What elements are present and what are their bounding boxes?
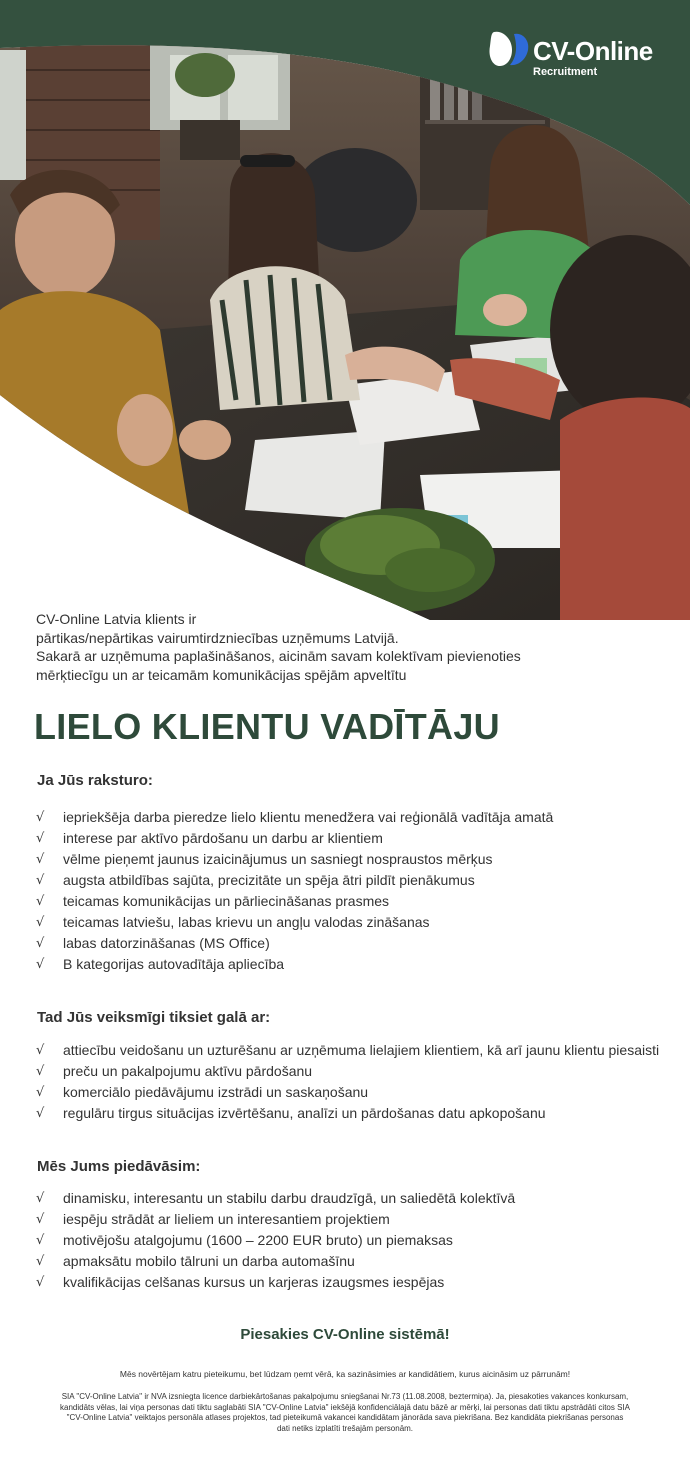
check-icon: √ [36,1233,45,1248]
brand-tagline: Recruitment [533,66,598,78]
check-icon: √ [36,1254,45,1269]
check-icon: √ [36,810,45,825]
check-icon: √ [36,873,45,888]
legal-disclaimer: SIA "CV-Online Latvia" ir NVA izsniegta licence darbiekārtošanas pakalpojumu sniegšanai Nr.73 (11.08.2008, beztermiņa). Ja, piesakoties vakances konkursam, kandidāts vēlas, lai viņa personas dati tiktu saglabāti SIA "CV-Online Latvia" iekšējā konfidenciālajā datu bāzē ar mērķi, lai personas dati tiktu apstrādāti citos SIA "CV-Online Latvia" veiktajos personāla atlases projektos, tad pieteikumā vakancei kandidātam jānorāda sava piekrišana. Bez kandidāta piekrišanas personas dati netiks izplatīti trešajām personām. [60,1392,630,1433]
check-icon: √ [36,915,45,930]
apply-link[interactable]: Piesakies CV-Online sistēmā! [240,1326,450,1343]
check-icon: √ [36,1106,45,1121]
check-icon: √ [36,1085,45,1100]
check-icon: √ [36,936,45,951]
check-icon: √ [36,831,45,846]
cv-online-logo-icon [488,28,530,68]
brand-name: CV-Online [533,36,653,66]
hero-banner [0,0,690,620]
check-icon: √ [36,957,45,972]
check-icon: √ [36,894,45,909]
check-icon: √ [36,1275,45,1290]
requirements-title: Ja Jūs raksturo: [37,772,153,789]
check-icon: √ [36,852,45,867]
check-icon: √ [36,1043,45,1058]
duties-title: Tad Jūs veiksmīgi tiksiet galā ar: [37,1009,271,1026]
brand-logo [488,26,668,80]
intro-line: pārtikas/nepārtikas vairumtirdzniecības uzņēmums Latvijā. [36,629,399,646]
intro-line: mērķtiecīgu un ar teicamām komunikācijas spējām apveltītu [36,666,407,683]
check-icon: √ [36,1191,45,1206]
check-icon: √ [36,1064,45,1079]
contact-note: Mēs novērtējam katru pieteikumu, bet lūdzam ņemt vērā, ka sazināsimies ar kandidātiem, kurus aicināsim uz pārrunām! [119,1369,571,1379]
intro-line: CV-Online Latvia klients ir [36,611,197,627]
intro-text [36,610,656,684]
offer-title: Mēs Jums piedāvāsim: [37,1158,201,1175]
intro-line: Sakarā ar uzņēmuma paplašināšanos, aicinām savam kolektīvam pievienoties [36,648,521,664]
check-icon: √ [36,1212,45,1227]
office-meeting-photo [0,0,690,620]
job-title-headline: LIELO KLIENTU VADĪTĀJU [34,706,500,747]
